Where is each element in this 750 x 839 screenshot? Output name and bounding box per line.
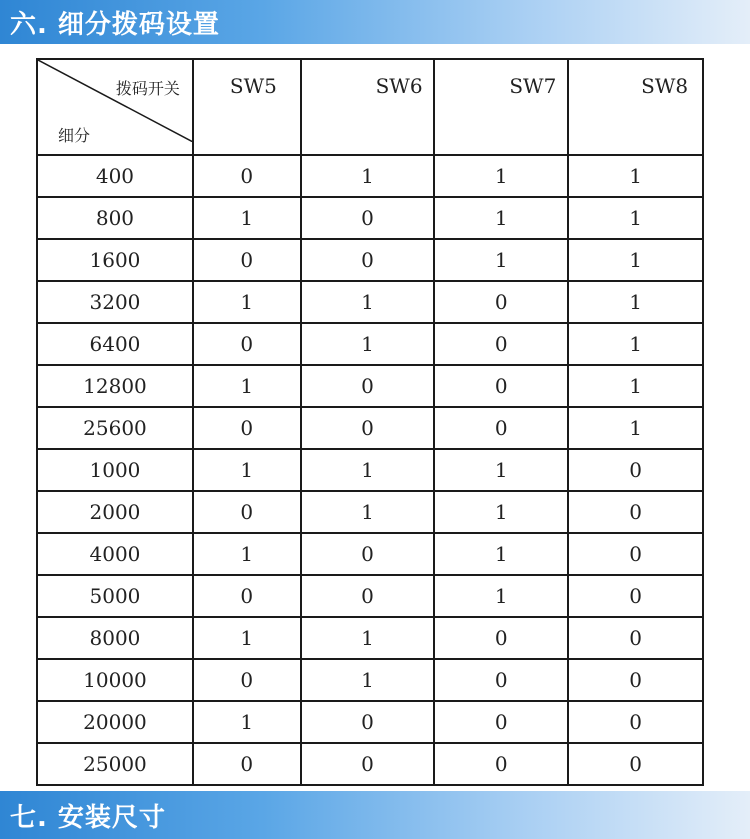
subdivision-cell: 400	[37, 155, 193, 197]
sw7-cell: 1	[434, 197, 568, 239]
subdivision-cell: 20000	[37, 701, 193, 743]
section-header-install-dimensions	[0, 791, 750, 839]
sw5-cell: 0	[193, 743, 301, 785]
table-row	[37, 407, 703, 449]
table-row	[37, 449, 703, 491]
sw6-cell: 1	[301, 659, 435, 701]
sw5-cell: 0	[193, 407, 301, 449]
subdivision-cell: 12800	[37, 365, 193, 407]
sw7-cell: 1	[434, 449, 568, 491]
subdivision-cell: 2000	[37, 491, 193, 533]
subdivision-cell: 25600	[37, 407, 193, 449]
sw6-cell: 0	[301, 407, 435, 449]
table-header-row	[37, 59, 703, 155]
sw6-cell: 0	[301, 701, 435, 743]
table-row	[37, 701, 703, 743]
sw6-cell: 0	[301, 197, 435, 239]
sw8-cell: 0	[568, 743, 703, 785]
subdivision-cell: 1000	[37, 449, 193, 491]
sw5-cell: 1	[193, 365, 301, 407]
table-row	[37, 491, 703, 533]
sw6-cell: 1	[301, 323, 435, 365]
subdivision-cell: 5000	[37, 575, 193, 617]
table-row	[37, 155, 703, 197]
subdivision-cell: 10000	[37, 659, 193, 701]
sw8-cell: 1	[568, 323, 703, 365]
sw8-cell: 1	[568, 281, 703, 323]
sw8-cell: 0	[568, 449, 703, 491]
column-header-sw8: SW8	[568, 59, 703, 155]
sw7-cell: 1	[434, 155, 568, 197]
subdivision-dip-table	[36, 58, 704, 786]
section-header-dip-settings	[0, 0, 750, 44]
sw6-cell: 1	[301, 449, 435, 491]
subdivision-cell: 8000	[37, 617, 193, 659]
sw8-cell: 0	[568, 617, 703, 659]
sw8-cell: 0	[568, 701, 703, 743]
sw8-cell: 0	[568, 533, 703, 575]
sw6-cell: 0	[301, 533, 435, 575]
sw5-cell: 0	[193, 323, 301, 365]
sw7-cell: 0	[434, 701, 568, 743]
sw6-cell: 0	[301, 365, 435, 407]
sw7-cell: 0	[434, 281, 568, 323]
sw6-cell: 0	[301, 743, 435, 785]
sw8-cell: 1	[568, 365, 703, 407]
sw6-cell: 1	[301, 281, 435, 323]
sw8-cell: 1	[568, 197, 703, 239]
sw5-cell: 1	[193, 701, 301, 743]
corner-label-subdivision: 细分	[58, 126, 91, 145]
sw8-cell: 1	[568, 239, 703, 281]
sw5-cell: 0	[193, 575, 301, 617]
table-row	[37, 659, 703, 701]
subdivision-cell: 4000	[37, 533, 193, 575]
sw5-cell: 1	[193, 281, 301, 323]
table-row	[37, 533, 703, 575]
sw8-cell: 0	[568, 491, 703, 533]
subdivision-cell: 800	[37, 197, 193, 239]
sw7-cell: 0	[434, 617, 568, 659]
sw8-cell: 0	[568, 575, 703, 617]
table-row	[37, 323, 703, 365]
table-row	[37, 197, 703, 239]
sw5-cell: 1	[193, 449, 301, 491]
column-header-sw6: SW6	[301, 59, 435, 155]
sw6-cell: 0	[301, 239, 435, 281]
table-body	[37, 155, 703, 785]
sw5-cell: 0	[193, 491, 301, 533]
sw5-cell: 0	[193, 155, 301, 197]
sw7-cell: 0	[434, 407, 568, 449]
table-row	[37, 575, 703, 617]
table-row	[37, 281, 703, 323]
sw7-cell: 0	[434, 659, 568, 701]
sw6-cell: 0	[301, 575, 435, 617]
corner-label-switch: 拨码开关	[115, 79, 180, 98]
sw7-cell: 1	[434, 491, 568, 533]
section-title: 七. 安装尺寸	[10, 802, 166, 833]
table-row	[37, 743, 703, 785]
sw7-cell: 1	[434, 533, 568, 575]
sw6-cell: 1	[301, 491, 435, 533]
subdivision-cell: 25000	[37, 743, 193, 785]
sw8-cell: 1	[568, 155, 703, 197]
sw5-cell: 1	[193, 197, 301, 239]
sw5-cell: 1	[193, 533, 301, 575]
sw5-cell: 0	[193, 659, 301, 701]
subdivision-dip-table-container	[36, 58, 704, 776]
table-row	[37, 239, 703, 281]
subdivision-cell: 1600	[37, 239, 193, 281]
subdivision-cell: 6400	[37, 323, 193, 365]
column-header-sw5: SW5	[193, 59, 301, 155]
column-header-sw7: SW7	[434, 59, 568, 155]
sw7-cell: 0	[434, 743, 568, 785]
sw6-cell: 1	[301, 617, 435, 659]
sw6-cell: 1	[301, 155, 435, 197]
section-title: 六. 细分拨码设置	[10, 9, 220, 40]
sw8-cell: 1	[568, 407, 703, 449]
sw7-cell: 1	[434, 239, 568, 281]
sw8-cell: 0	[568, 659, 703, 701]
table-row	[37, 365, 703, 407]
subdivision-cell: 3200	[37, 281, 193, 323]
sw7-cell: 1	[434, 575, 568, 617]
table-row	[37, 617, 703, 659]
sw5-cell: 1	[193, 617, 301, 659]
corner-header-cell	[37, 59, 193, 155]
sw7-cell: 0	[434, 323, 568, 365]
sw7-cell: 0	[434, 365, 568, 407]
sw5-cell: 0	[193, 239, 301, 281]
